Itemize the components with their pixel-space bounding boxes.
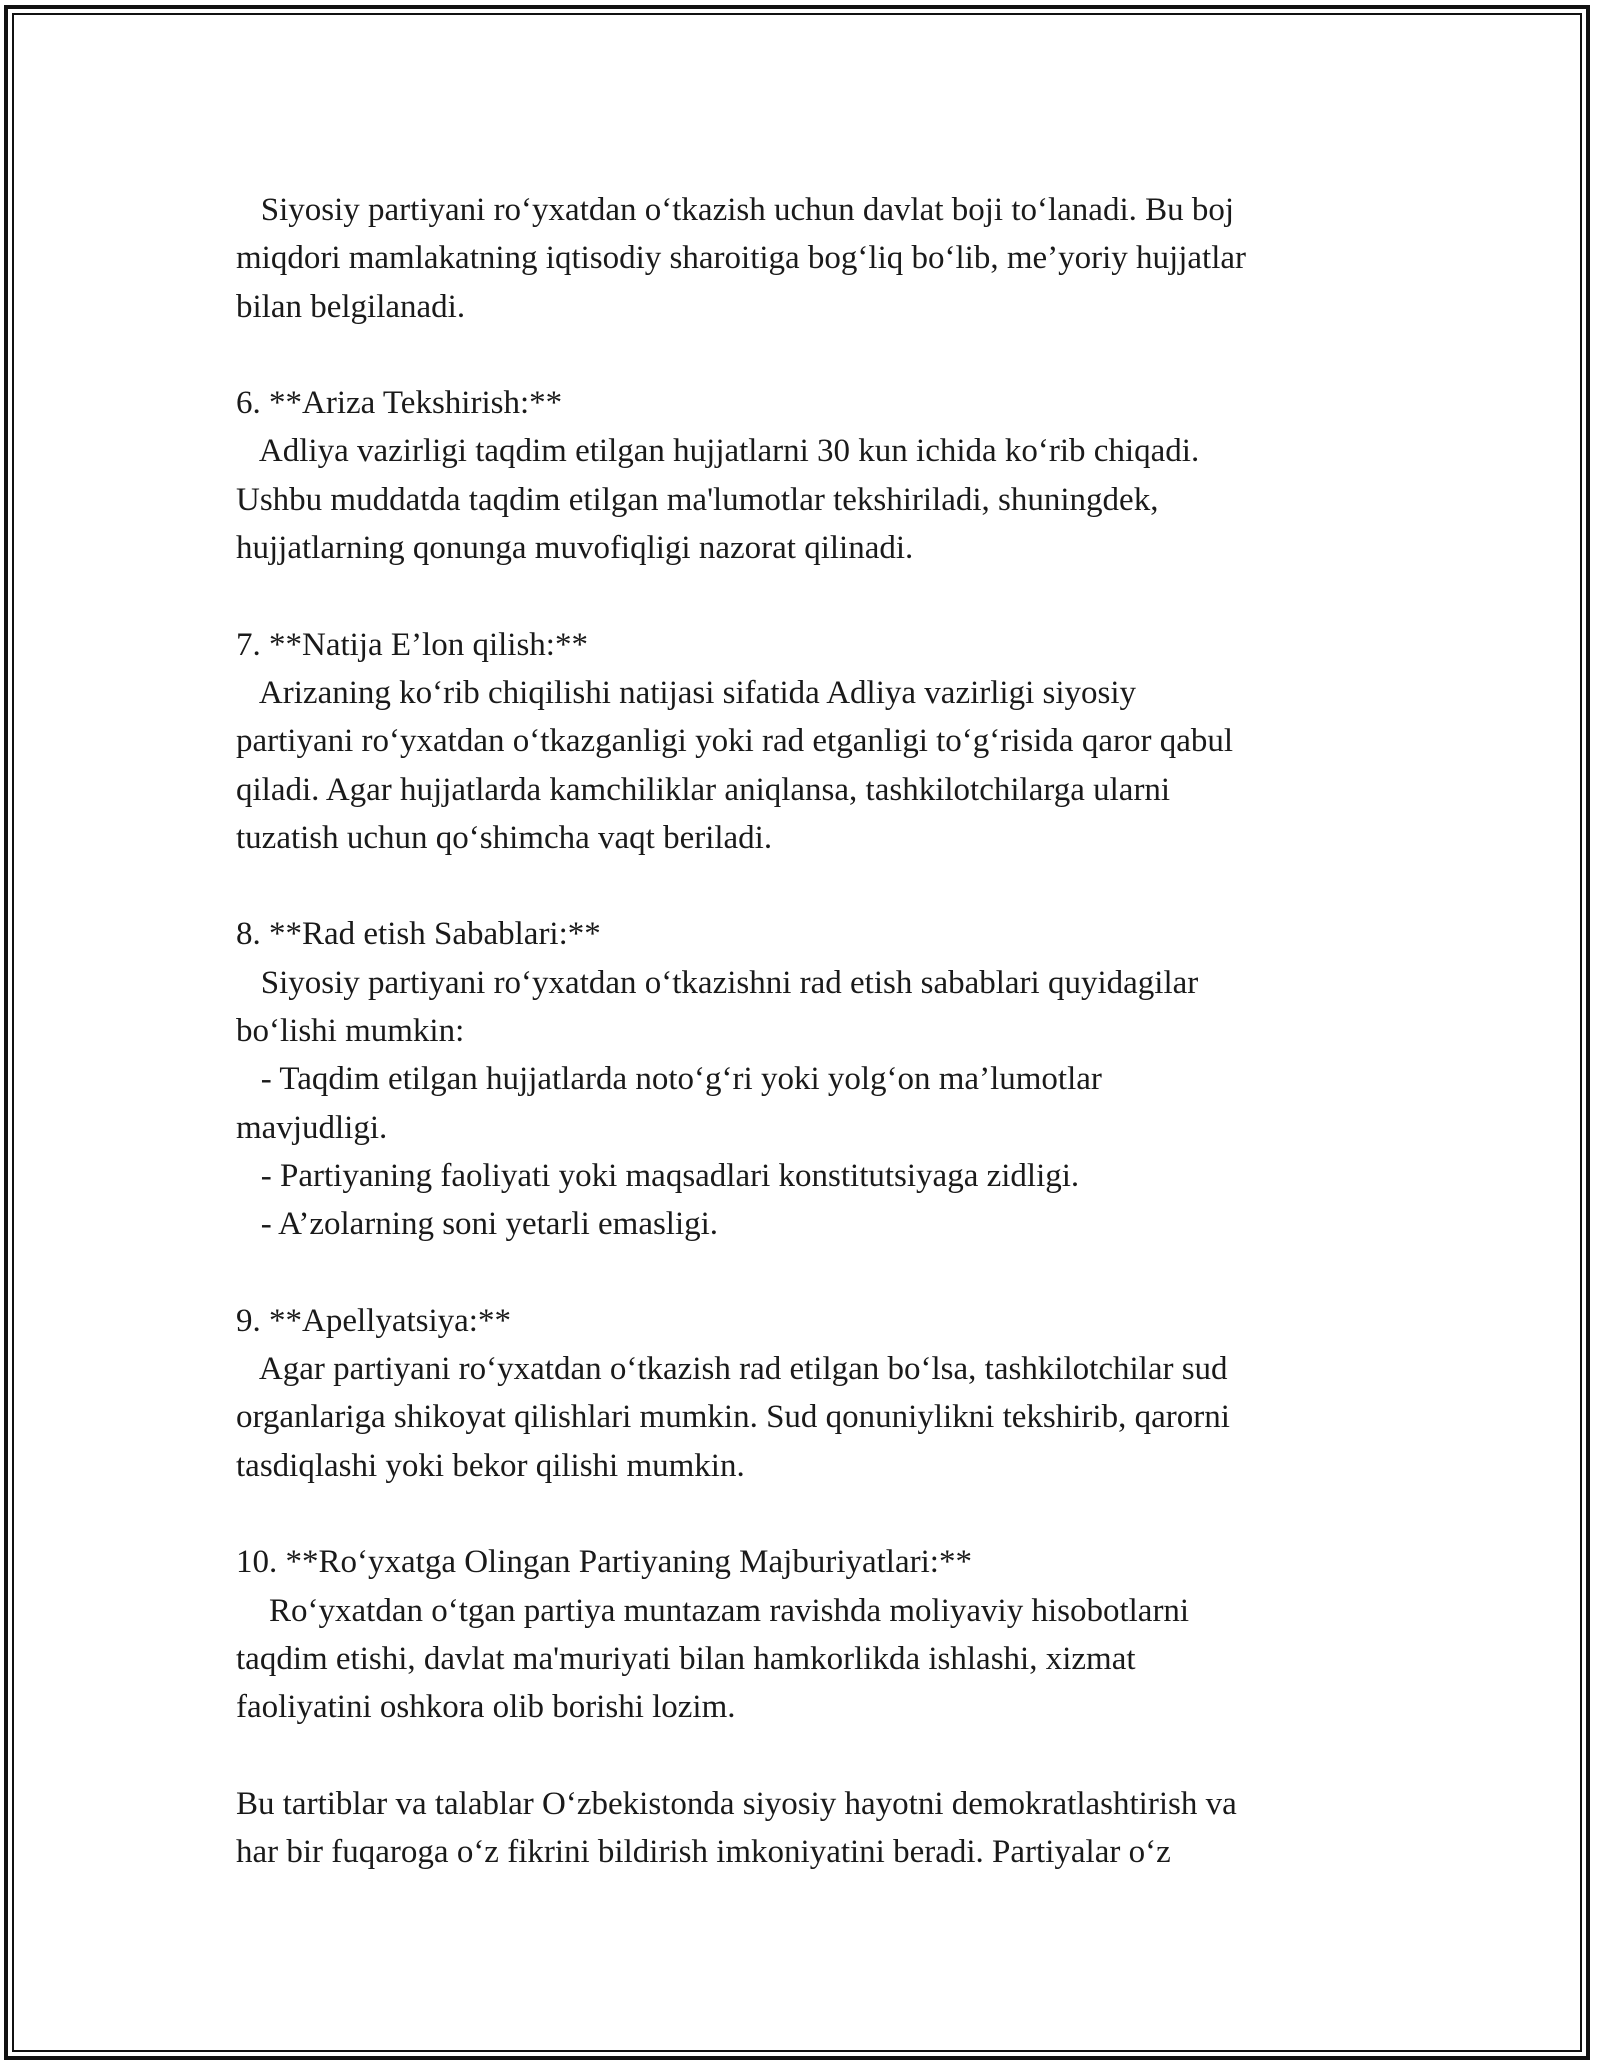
- text-line: Ro‘yxatdan o‘tgan partiya muntazam ravishda moliyaviy hisobotlarni: [236, 1592, 1190, 1629]
- text-line: hujjatlarning qonunga muvofiqligi nazorat qilinadi.: [236, 530, 914, 567]
- text-line: tuzatish uchun qo‘shimcha vaqt beriladi.: [236, 819, 773, 856]
- text-line: tasdiqlashi yoki bekor qilishi mumkin.: [236, 1447, 745, 1484]
- section-heading-7: 7. **Natija E’lon qilish:**: [236, 626, 588, 663]
- text-line: bo‘lishi mumkin:: [236, 1013, 465, 1050]
- section-heading-9: 9. **Apellyatsiya:**: [236, 1302, 511, 1339]
- list-item: - A’zolarning soni yetarli emasligi.: [236, 1206, 719, 1243]
- document-body: [236, 186, 1396, 1876]
- text-line: mavjudligi.: [236, 1109, 388, 1146]
- text-line: taqdim etishi, davlat ma'muriyati bilan hamkorlikda ishlashi, xizmat: [236, 1640, 1136, 1677]
- text-line: Adliya vazirligi taqdim etilgan hujjatlarni 30 kun ichida ko‘rib chiqadi.: [236, 433, 1200, 470]
- blank-line: [236, 572, 1396, 620]
- text-line: har bir fuqaroga o‘z fikrini bildirish imkoniyatini beradi. Partiyalar o‘z: [236, 1834, 1171, 1871]
- text-line: qiladi. Agar hujjatlarda kamchiliklar aniqlansa, tashkilotchilarga ularni: [236, 771, 1171, 808]
- section-heading-10: 10. **Ro‘yxatga Olingan Partiyaning Majburiyatlari:**: [236, 1544, 972, 1581]
- text-line: Agar partiyani ro‘yxatdan o‘tkazish rad etilgan bo‘lsa, tashkilotchilar sud: [236, 1351, 1228, 1388]
- text-line: Siyosiy partiyani ro‘yxatdan o‘tkazishni rad etish sabablari quyidagilar: [236, 964, 1199, 1001]
- list-item: - Partiyaning faoliyati yoki maqsadlari konstitutsiyaga zidligi.: [236, 1157, 1080, 1194]
- text-line: faoliyatini oshkora olib borishi lozim.: [236, 1689, 736, 1726]
- text-line: organlariga shikoyat qilishlari mumkin. Sud qonuniylikni tekshirib, qarorni: [236, 1399, 1230, 1436]
- text-line: miqdori mamlakatning iqtisodiy sharoitiga bog‘liq bo‘lib, me’yoriy hujjatlar: [236, 240, 1246, 277]
- text-line: partiyani ro‘yxatdan o‘tkazganligi yoki rad etganligi to‘g‘risida qaror qabul: [236, 723, 1234, 760]
- text-line: Siyosiy partiyani ro‘yxatdan o‘tkazish uchun davlat boji to‘lanadi. Bu boj: [236, 192, 1235, 228]
- section-heading-8: 8. **Rad etish Sabablari:**: [236, 916, 601, 953]
- blank-line: [236, 862, 1396, 910]
- text-line: bilan belgilanadi.: [236, 288, 466, 325]
- text-line: Bu tartiblar va talablar O‘zbekistonda siyosiy hayotni demokratlashtirish va: [236, 1785, 1237, 1822]
- text-line: Arizaning ko‘rib chiqilishi natijasi sifatida Adliya vazirligi siyosiy: [236, 674, 1137, 711]
- blank-line: [236, 1249, 1396, 1297]
- section-heading-6: 6. **Ariza Tekshirish:**: [236, 385, 563, 422]
- blank-line: [236, 331, 1396, 379]
- text-line: Ushbu muddatda taqdim etilgan ma'lumotlar tekshiriladi, shuningdek,: [236, 481, 1159, 518]
- list-item: - Taqdim etilgan hujjatlarda noto‘g‘ri yoki yolg‘on ma’lumotlar: [236, 1061, 1102, 1098]
- blank-line: [236, 1490, 1396, 1538]
- blank-line: [236, 1732, 1396, 1780]
